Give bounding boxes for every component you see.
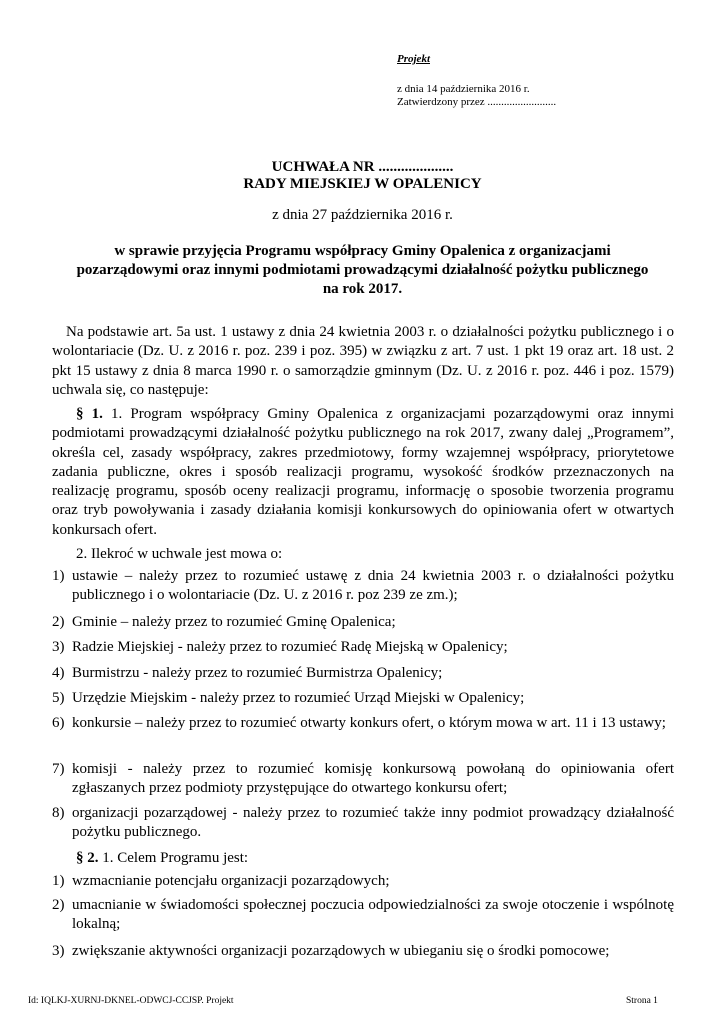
approved-by: Zatwierdzony przez ......................... [397,96,557,108]
list-item-number: 8) [52,805,65,821]
list-item-number: 1) [52,873,65,889]
list-item-number: 6) [52,715,65,731]
list-item-text: ustawie – należy przez to rozumieć ustawę z dnia 24 kwietnia 2003 r. o działalności pożytku publicznego i o wolontariacie (Dz. U. z 2016 r. poz 239 ze zm.); [72,568,674,604]
section-2-mark: § 2. [76,850,99,866]
council-name: RADY MIEJSKIEJ W OPALENICY [243,176,482,192]
list-item-text: wzmacnianie potencjału organizacji pozarządowych; [72,873,390,889]
list-item [52,689,674,708]
list-item [52,760,674,799]
subject-line-3: na rok 2017. [322,281,403,297]
subject-line-1: w sprawie przyjęcia Programu współpracy Gminy Opalenica z organizacjami [114,243,611,259]
list-item-text: Urzędzie Miejskim - należy przez to rozumieć Urząd Miejski w Opalenicy; [72,690,525,706]
resolution-date: z dnia 27 października 2016 r. [272,207,453,223]
page-number: Strona 1 [626,996,658,1006]
section-1-text: 1. Program współpracy Gminy Opalenica z organizacjami pozarządowymi oraz innymi podmiotami prowadzącymi działalność pożytku publicznego na rok 2017, zwany dalej „Programem”, określa cel, zasady współpracy, zakres przedmiotowy, formy wzajemnej współpracy, priorytetowe zadania publiczne, okres i sposób realizacji programu, wysokość środków przeznaczonych na realizację programu, sposób oceny realizacji programu, informację o sposobie tworzenia programu oraz tryb powoływania i zasady działania komisji konkursowych do opiniowania ofert w otwartych konkursach ofert. [52,406,675,538]
list-item [52,804,674,843]
section-2-paragraph [52,849,674,868]
section-2-text: 1. Celem Programu jest: [98,850,249,866]
preamble: Na podstawie art. 5a ust. 1 ustawy z dnia 24 kwietnia 2003 r. o działalności pożytku publicznego i o wolontariacie (Dz. U. z 2016 r. poz. 239 i poz. 395) w związku z art. 7 ust. 1 pkt 19 oraz art. 18 ust. 2 pkt 15 ustawy z dnia 8 marca 1990 r. o samorządzie gminnym (Dz. U. z 2016 r. poz. 446 i poz. 1579) uchwala się, co następuje: [52,324,674,398]
list-item [52,664,674,683]
list-item-text: umacnianie w świadomości społecznej poczucia odpowiedzialności za swoje otoczenie i wspólnotę lokalną; [72,897,674,933]
list-item-number: 2) [52,614,65,630]
list-item-text: Radzie Miejskiej - należy przez to rozumieć Radę Miejską w Opalenicy; [72,639,508,655]
list-item [52,613,674,632]
list-item [52,638,674,657]
resolution-number: UCHWAŁA NR .................... [271,159,454,175]
list-item-text: Gminie – należy przez to rozumieć Gminę Opalenica; [72,614,396,630]
list-item-number: 3) [52,943,65,959]
list-item [52,872,674,891]
draft-date: z dnia 14 października 2016 r. [397,83,530,95]
list-item-text: organizacji pozarządowej - należy przez to rozumieć także inny podmiot prowadzący działalność pożytku publicznego. [72,805,674,841]
section-1-mark: § 1. [76,406,103,422]
document-id: Id: IQLKJ-XURNJ-DKNEL-ODWCJ-CCJSP. Projekt [28,996,234,1006]
list-item-number: 7) [52,761,65,777]
list-item-number: 5) [52,690,65,706]
list-item-number: 1) [52,568,65,584]
list-item-text: zwiększanie aktywności organizacji pozarządowych w ubieganiu się o środki pomocowe; [72,943,610,959]
list-item-number: 2) [52,897,65,913]
list-item [52,714,674,733]
project-label: Projekt [397,53,430,65]
list-item-number: 4) [52,665,65,681]
list-item-text: komisji - należy przez to rozumieć komisję konkursową powołaną do opiniowania ofert zgłaszanych przez podmioty przystępujące do otwartego konkursu ofert; [72,761,674,797]
section-1-point-2: 2. Ilekroć w uchwale jest mowa o: [76,546,283,562]
section-1-paragraph [52,405,674,540]
subject-line-2: pozarządowymi oraz innymi podmiotami prowadzącymi działalność pożytku publicznego [76,262,649,278]
list-item-text: Burmistrzu - należy przez to rozumieć Burmistrza Opalenicy; [72,665,443,681]
list-item [52,942,674,961]
list-item-text: konkursie – należy przez to rozumieć otwarty konkurs ofert, o którym mowa w art. 11 i 13 ustawy; [72,715,666,731]
list-item-number: 3) [52,639,65,655]
list-item [52,567,674,606]
list-item [52,896,674,935]
